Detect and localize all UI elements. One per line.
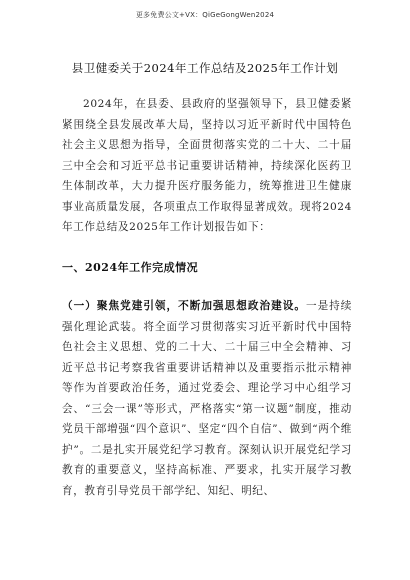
- section-heading: 一、2024年工作完成情况: [62, 261, 199, 274]
- subsection-paragraph: [62, 296, 352, 501]
- subsection-body: 一是持续强化理论武装。将全面学习贯彻落实习近平新时代中国特色社会主义思想、党的二十大、二十届三中全会精神、习近平总书记考察我省重要讲话精神以及重要指示批示精神等作为首要政治任务，通过党委会、理论学习中心组学习会、“三会一课”等形式，严格落实“第一议题”制度，推动党员干部增强“四个意识”、坚定“四个自信”、做到“两个维护”。二是扎实开展党纪学习教育。深刻认识开展党纪学习教育的重要意义，坚持高标准、严要求，扎实开展学习教育，教育引导党员干部学纪、知纪、明纪、: [62, 300, 352, 497]
- document-title: 县卫健委关于2024年工作总结及2025年工作计划: [71, 61, 339, 75]
- header-note: 更多免费公文+VX：QiGeGongWen2024: [135, 11, 275, 19]
- subsection-heading: （一）聚焦党建引领，不断加强思想政治建设。: [62, 300, 306, 312]
- intro-paragraph: 2024年，在县委、县政府的坚强领导下，县卫健委紧紧围绕全县发展改革大局，坚持以习近平新时代中国特色社会主义思想为指导，全面贯彻落实党的二十大、二十届三中全会和习近平总书记重要讲话精神，持续深化医药卫生体制改革，大力提升医疗服务能力，统筹推进卫生健康事业高质量发展，各项重点工作取得显著成效。现将2024年工作总结及2025年工作计划报告如下：: [62, 98, 352, 233]
